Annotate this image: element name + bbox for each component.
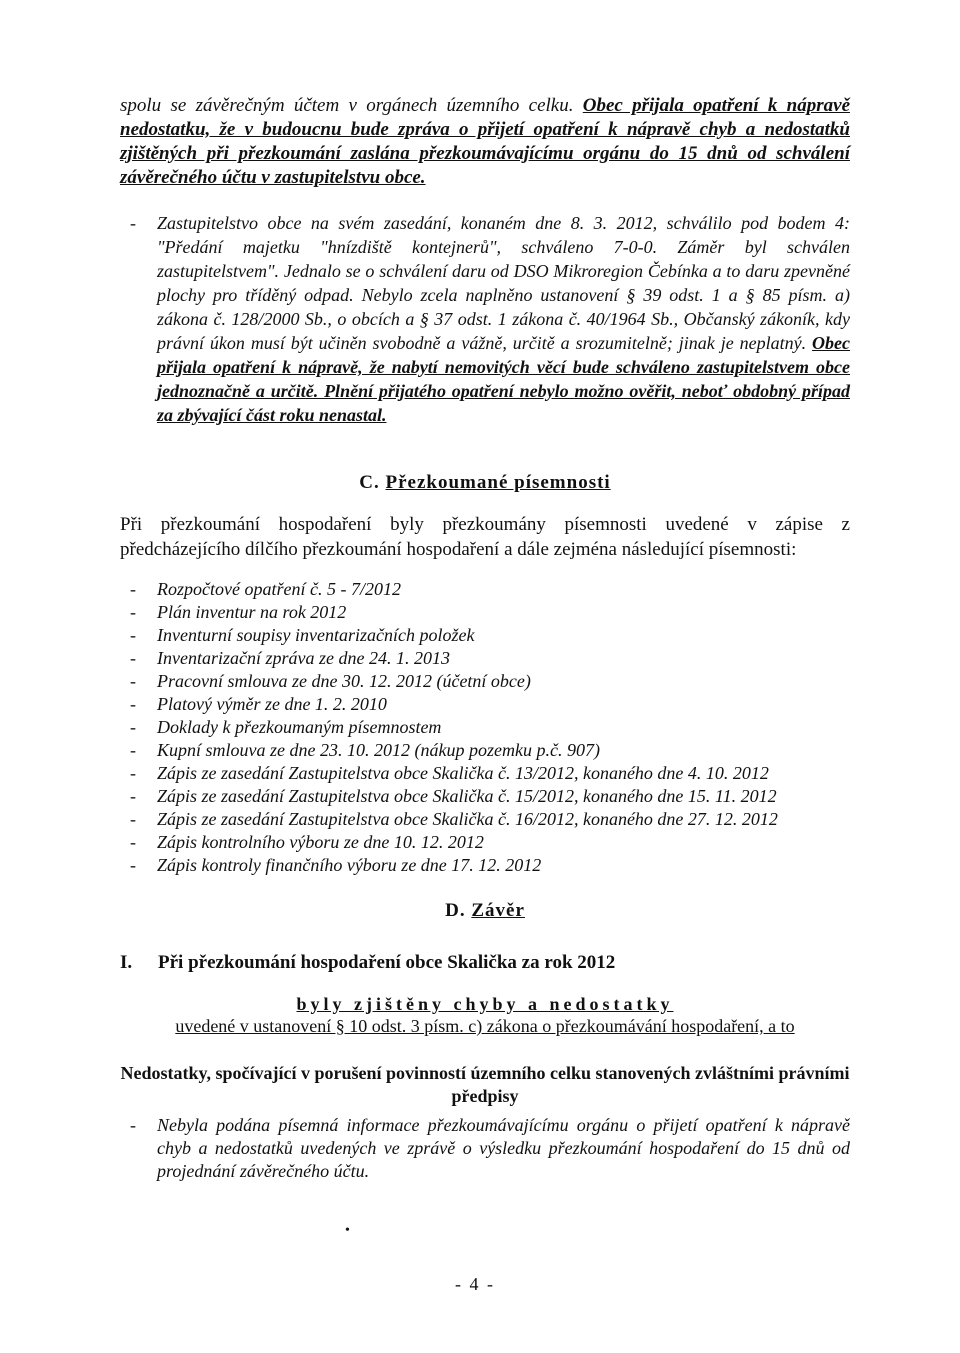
list-item: - Zápis ze zasedání Zastupitelstva obce Skalička č. 13/2012, konaného dne 4. 10. 2012 [120, 762, 850, 785]
section-c-title: Přezkoumané písemnosti [385, 472, 611, 493]
corrective-measure-text: Obec přijala opatření k nápravě nedostatku, že v budoucnu bude zpráva o přijetí opatření k nápravě chyb a nedostatků zjištěných při přezkoumání zaslána přezkoumávajícímu orgánu do 15 dnů od schválení závěrečného účtu v zastupitelstvu obce. [120, 95, 850, 188]
list-item: - Zápis kontroly finančního výboru ze dne 17. 12. 2012 [120, 854, 850, 877]
list-item: - Platový výměr ze dne 1. 2. 2010 [120, 693, 850, 716]
list-item: - Inventurní soupisy inventarizačních položek [120, 624, 850, 647]
section-c-letter: C. [359, 472, 380, 493]
documents-intro: Při přezkoumání hospodaření byly přezkoumány písemnosti uvedené v zápise z předcházejícího dílčího přezkoumání hospodaření a dále zejména následující písemnosti: [120, 514, 850, 560]
section-d-letter: D. [445, 900, 466, 921]
list-item: - Zápis ze zasedání Zastupitelstva obce Skalička č. 16/2012, konaného dne 27. 12. 2012 [120, 808, 850, 831]
list-item: - Nebyla podána písemná informace přezkoumávajícímu orgánu o přijetí opatření k nápravě chyb a nedostatků uvedených ve zprávě o výsledku přezkoumání hospodaření do 15 dnů od projednání závěrečného účtu. [120, 1114, 850, 1183]
list-item: - Plán inventur na rok 2012 [120, 601, 850, 624]
section-d-title: Závěr [471, 900, 525, 921]
documents-list [120, 578, 850, 877]
council-finding-item [120, 211, 850, 427]
council-finding-text: Zastupitelstvo obce na svém zasedání, konaném dne 8. 3. 2012, schválilo pod bodem 4: "Předání majetku "hnízdiště kontejnerů", schváleno 7-0-0. Záměr byl schválen zastupitelstvem". Jednalo se o schválení daru od DSO Mikroregion Čebínka a to daru zpevněné plochy pro tříděný odpad. Nebylo zcela naplněno ustanovení § 39 odst. 1 a § 85 písm. a) zákona č. 128/2000 Sb., o obcích a § 37 odst. 1 zákona č. 40/1964 Sb., Občanský zákoník, kdy právní úkon musí být učiněn svobodně a vážně, určitě a srozumitelně; jinak je neplatný. [157, 213, 850, 353]
errors-found-reference: uvedené v ustanovení § 10 odst. 3 písm. c) zákona o přezkoumávání hospodaření, a to [175, 1016, 795, 1036]
stray-mark: • [345, 1223, 350, 1238]
list-item: - Zápis ze zasedání Zastupitelstva obce Skalička č. 15/2012, konaného dne 15. 11. 2012 [120, 785, 850, 808]
section-i-number: I. [120, 952, 133, 973]
page-number: - 4 - [455, 1274, 495, 1294]
errors-found-statement [120, 993, 850, 1037]
list-item: - Zápis kontrolního výboru ze dne 10. 12. 2012 [120, 831, 850, 854]
council-finding [120, 211, 850, 427]
document-body [120, 94, 850, 1239]
list-item: - Rozpočtové opatření č. 5 - 7/2012 [120, 578, 850, 601]
section-i-text: Při přezkoumání hospodaření obce Skalička za rok 2012 [158, 952, 616, 973]
deficiencies-heading: Nedostatky, spočívající v porušení povinností územního celku stanovených zvláštními právními předpisy [120, 1063, 850, 1106]
section-d-heading [120, 900, 850, 922]
errors-found-spaced: byly zjištěny chyby a nedostatky [296, 994, 674, 1014]
list-item: - Pracovní smlouva ze dne 30. 12. 2012 (účetní obce) [120, 670, 850, 693]
council-corrective-measure: Obec přijala opatření k nápravě, že nabytí nemovitých věcí bude schváleno zastupitelstvem obce jednoznačně a určitě. Plnění přijatého opatření nebylo možno ověřit, neboť obdobný případ za zbývající část roku nenastal. [157, 333, 850, 425]
list-item: - Kupní smlouva ze dne 23. 10. 2012 (nákup pozemku p.č. 907) [120, 739, 850, 762]
section-i-heading [120, 952, 850, 974]
deficiencies-list [120, 1114, 850, 1183]
section-c-heading [120, 472, 850, 494]
paragraph-continuation [120, 94, 850, 190]
list-item: - Inventarizační zpráva ze dne 24. 1. 2013 [120, 647, 850, 670]
list-item: - Doklady k přezkoumaným písemnostem [120, 716, 850, 739]
paragraph-continuation-text: spolu se závěrečným účtem v orgánech územního celku. [120, 95, 574, 116]
